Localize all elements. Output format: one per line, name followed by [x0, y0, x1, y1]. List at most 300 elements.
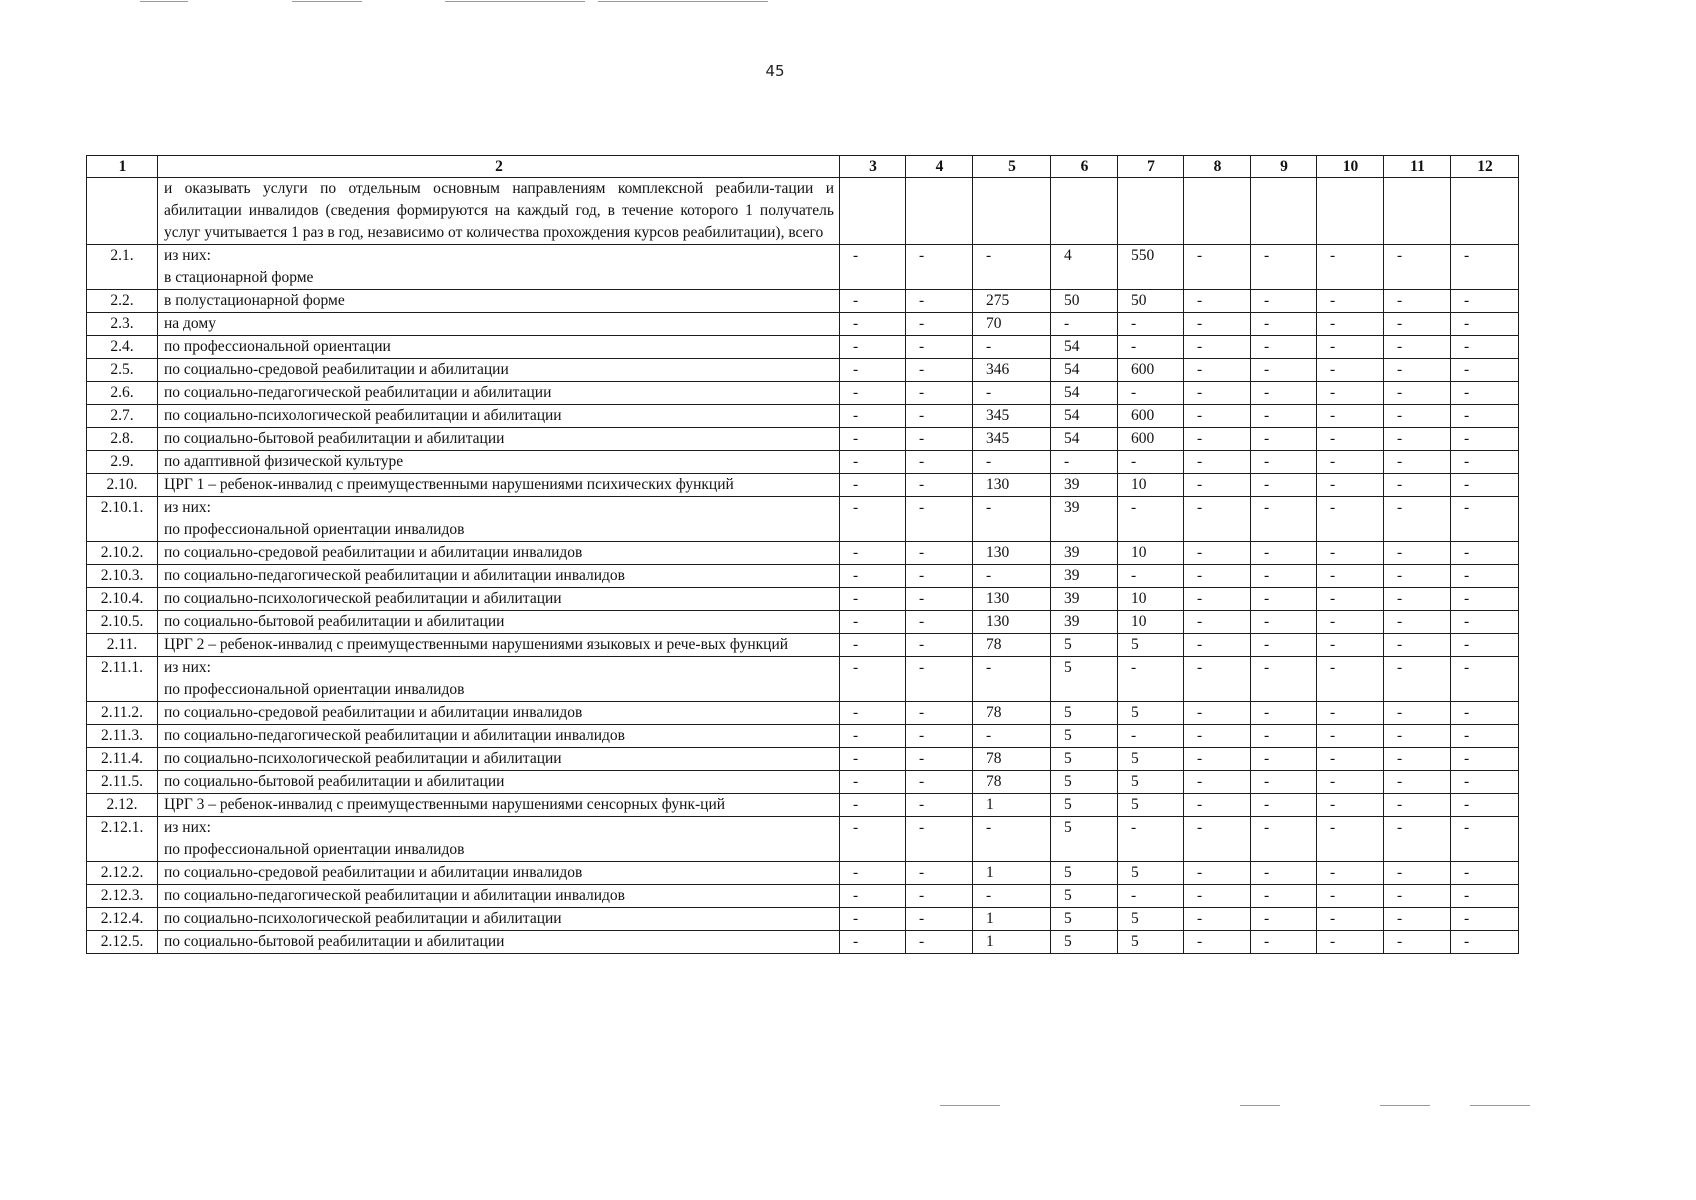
value-cell: -	[1251, 885, 1317, 908]
value-cell: -	[840, 565, 906, 588]
value-cell: 1	[973, 931, 1051, 954]
value-cell: -	[840, 474, 906, 497]
value-cell: -	[1317, 748, 1384, 771]
value-cell: -	[1184, 245, 1251, 290]
value-cell: -	[1451, 245, 1519, 290]
row-description: по социально-психологической реабилитации и абилитации	[158, 908, 840, 931]
value-cell: -	[1451, 794, 1519, 817]
value-cell: -	[906, 771, 973, 794]
row-description: из них: в стационарной форме	[158, 245, 840, 290]
value-cell: -	[1384, 725, 1451, 748]
row-number: 2.10.3.	[87, 565, 158, 588]
column-header: 1	[87, 156, 158, 178]
value-cell: 5	[1051, 908, 1118, 931]
row-number: 2.10.2.	[87, 542, 158, 565]
row-number: 2.9.	[87, 451, 158, 474]
row-description: по социально-педагогической реабилитации и абилитации инвалидов	[158, 725, 840, 748]
value-cell: 130	[973, 588, 1051, 611]
value-cell: -	[1118, 336, 1184, 359]
value-cell: -	[1251, 908, 1317, 931]
value-cell: -	[1184, 542, 1251, 565]
table-row	[87, 725, 1519, 748]
value-cell: -	[1317, 908, 1384, 931]
row-number: 2.11.5.	[87, 771, 158, 794]
row-number: 2.10.	[87, 474, 158, 497]
value-cell: 345	[973, 428, 1051, 451]
value-cell: 5	[1118, 702, 1184, 725]
value-cell: -	[840, 359, 906, 382]
value-cell: -	[1384, 245, 1451, 290]
value-cell: -	[1118, 451, 1184, 474]
value-cell: -	[1184, 862, 1251, 885]
value-cell: -	[840, 771, 906, 794]
value-cell: -	[1384, 313, 1451, 336]
value-cell: -	[1184, 748, 1251, 771]
value-cell: -	[1451, 725, 1519, 748]
value-cell: 5	[1118, 862, 1184, 885]
value-cell	[840, 178, 906, 245]
scan-artifact-bottom	[940, 1105, 1000, 1106]
row-description: по социально-педагогической реабилитации и абилитации инвалидов	[158, 885, 840, 908]
value-cell: -	[1251, 428, 1317, 451]
value-cell: -	[906, 405, 973, 428]
column-header: 4	[906, 156, 973, 178]
row-number: 2.10.4.	[87, 588, 158, 611]
value-cell: -	[906, 908, 973, 931]
value-cell: -	[840, 862, 906, 885]
value-cell: 39	[1051, 497, 1118, 542]
value-cell: -	[1384, 931, 1451, 954]
value-cell: -	[840, 725, 906, 748]
value-cell: -	[906, 588, 973, 611]
value-cell: -	[1451, 908, 1519, 931]
value-cell: -	[906, 474, 973, 497]
value-cell	[1451, 178, 1519, 245]
value-cell: -	[1451, 359, 1519, 382]
value-cell: -	[1184, 405, 1251, 428]
value-cell: -	[1317, 382, 1384, 405]
table-row	[87, 405, 1519, 428]
value-cell: -	[1384, 336, 1451, 359]
value-cell: -	[1251, 245, 1317, 290]
value-cell: 78	[973, 771, 1051, 794]
value-cell: -	[906, 885, 973, 908]
scan-artifact-top	[140, 1, 188, 2]
value-cell: -	[1184, 885, 1251, 908]
row-number: 2.2.	[87, 290, 158, 313]
row-description: по социально-средовой реабилитации и абилитации	[158, 359, 840, 382]
value-cell: -	[906, 336, 973, 359]
table-row	[87, 634, 1519, 657]
value-cell: 345	[973, 405, 1051, 428]
value-cell: -	[1317, 245, 1384, 290]
value-cell: -	[973, 497, 1051, 542]
value-cell: -	[1251, 931, 1317, 954]
value-cell: -	[1118, 565, 1184, 588]
value-cell: -	[1317, 817, 1384, 862]
row-number: 2.12.4.	[87, 908, 158, 931]
value-cell: -	[1251, 565, 1317, 588]
value-cell: 54	[1051, 382, 1118, 405]
value-cell: -	[906, 931, 973, 954]
value-cell: -	[1384, 451, 1451, 474]
value-cell: 5	[1118, 908, 1184, 931]
value-cell: 39	[1051, 565, 1118, 588]
value-cell: 39	[1051, 542, 1118, 565]
table-row	[87, 359, 1519, 382]
value-cell: -	[973, 451, 1051, 474]
value-cell: -	[1118, 313, 1184, 336]
value-cell: -	[1251, 588, 1317, 611]
value-cell: -	[840, 428, 906, 451]
table-row	[87, 565, 1519, 588]
value-cell: -	[1251, 862, 1317, 885]
value-cell: -	[906, 428, 973, 451]
value-cell: -	[840, 817, 906, 862]
value-cell: -	[1118, 497, 1184, 542]
value-cell: 5	[1118, 931, 1184, 954]
header-row	[87, 156, 1519, 178]
value-cell: -	[1384, 588, 1451, 611]
value-cell	[1118, 178, 1184, 245]
value-cell: -	[1451, 313, 1519, 336]
value-cell: -	[1184, 634, 1251, 657]
value-cell: 70	[973, 313, 1051, 336]
value-cell: -	[1251, 542, 1317, 565]
value-cell: -	[1451, 382, 1519, 405]
table-row	[87, 885, 1519, 908]
row-description: по социально-психологической реабилитации и абилитации	[158, 748, 840, 771]
value-cell: 5	[1051, 702, 1118, 725]
value-cell: -	[1451, 497, 1519, 542]
value-cell: 5	[1051, 817, 1118, 862]
value-cell	[1251, 178, 1317, 245]
value-cell: -	[1317, 565, 1384, 588]
column-header: 8	[1184, 156, 1251, 178]
value-cell: 600	[1118, 428, 1184, 451]
value-cell: -	[1251, 817, 1317, 862]
row-description: из них: по профессиональной ориентации инвалидов	[158, 497, 840, 542]
value-cell: -	[1184, 359, 1251, 382]
value-cell: -	[1184, 336, 1251, 359]
value-cell: 5	[1118, 748, 1184, 771]
value-cell: -	[906, 748, 973, 771]
value-cell: 5	[1051, 634, 1118, 657]
value-cell: -	[973, 382, 1051, 405]
value-cell: 54	[1051, 359, 1118, 382]
row-number: 2.5.	[87, 359, 158, 382]
value-cell: -	[1184, 290, 1251, 313]
row-number: 2.10.5.	[87, 611, 158, 634]
value-cell: -	[906, 794, 973, 817]
table-row	[87, 290, 1519, 313]
value-cell: -	[1384, 817, 1451, 862]
value-cell: 54	[1051, 428, 1118, 451]
value-cell: 78	[973, 634, 1051, 657]
value-cell: 5	[1051, 748, 1118, 771]
scan-artifact-bottom	[1380, 1105, 1430, 1106]
value-cell: -	[973, 885, 1051, 908]
value-cell: -	[840, 588, 906, 611]
value-cell: -	[906, 725, 973, 748]
value-cell: -	[973, 336, 1051, 359]
value-cell: -	[840, 657, 906, 702]
value-cell: 346	[973, 359, 1051, 382]
value-cell: -	[1451, 885, 1519, 908]
column-header: 2	[158, 156, 840, 178]
value-cell: -	[1451, 451, 1519, 474]
value-cell: 5	[1118, 771, 1184, 794]
value-cell: 5	[1051, 725, 1118, 748]
scan-artifact-bottom	[1240, 1105, 1280, 1106]
value-cell: 600	[1118, 405, 1184, 428]
value-cell: 130	[973, 542, 1051, 565]
row-number: 2.11.4.	[87, 748, 158, 771]
value-cell: -	[906, 451, 973, 474]
table-row	[87, 245, 1519, 290]
value-cell: -	[1251, 702, 1317, 725]
value-cell: 10	[1118, 611, 1184, 634]
value-cell: -	[1184, 565, 1251, 588]
value-cell: -	[906, 565, 973, 588]
value-cell: -	[1251, 451, 1317, 474]
value-cell: -	[1317, 725, 1384, 748]
value-cell: -	[840, 908, 906, 931]
value-cell: -	[1317, 336, 1384, 359]
table-body	[87, 178, 1519, 954]
value-cell: -	[1251, 794, 1317, 817]
value-cell: 5	[1118, 794, 1184, 817]
value-cell: -	[1184, 588, 1251, 611]
table-row	[87, 817, 1519, 862]
row-description: в полустационарной форме	[158, 290, 840, 313]
scan-artifact-bottom	[1470, 1105, 1530, 1106]
value-cell: -	[1317, 428, 1384, 451]
value-cell: -	[1384, 908, 1451, 931]
row-number: 2.12.1.	[87, 817, 158, 862]
value-cell: -	[1184, 474, 1251, 497]
page-number: 45	[765, 62, 785, 80]
row-description: и оказывать услуги по отдельным основным направлениям комплексной реабили-тации и абилитации инвалидов (сведения формируются на каждый год, в течение которого 1 получатель услуг учитывается 1 раз в год, независимо от количества прохождения курсов реабилитации), всего	[158, 178, 840, 245]
value-cell: -	[1317, 634, 1384, 657]
value-cell: -	[1451, 588, 1519, 611]
value-cell: -	[906, 862, 973, 885]
row-number: 2.3.	[87, 313, 158, 336]
data-table	[86, 155, 1519, 954]
row-number: 2.12.3.	[87, 885, 158, 908]
value-cell	[1184, 178, 1251, 245]
value-cell: -	[1317, 474, 1384, 497]
value-cell: -	[906, 497, 973, 542]
row-number: 2.10.1.	[87, 497, 158, 542]
value-cell: 130	[973, 474, 1051, 497]
value-cell: -	[1317, 862, 1384, 885]
row-description: по социально-психологической реабилитации и абилитации	[158, 588, 840, 611]
value-cell: -	[1251, 359, 1317, 382]
value-cell: -	[1118, 657, 1184, 702]
row-number	[87, 178, 158, 245]
value-cell: -	[1451, 817, 1519, 862]
value-cell: -	[1251, 336, 1317, 359]
value-cell: -	[1451, 405, 1519, 428]
value-cell: -	[1384, 542, 1451, 565]
value-cell: -	[840, 794, 906, 817]
row-number: 2.11.2.	[87, 702, 158, 725]
value-cell: -	[1384, 862, 1451, 885]
value-cell: -	[1184, 725, 1251, 748]
value-cell: -	[1384, 565, 1451, 588]
value-cell: -	[1317, 497, 1384, 542]
value-cell: 600	[1118, 359, 1184, 382]
value-cell: -	[1251, 657, 1317, 702]
value-cell: -	[906, 634, 973, 657]
table-row	[87, 862, 1519, 885]
value-cell: -	[1184, 908, 1251, 931]
row-description: по социально-средовой реабилитации и абилитации инвалидов	[158, 542, 840, 565]
value-cell: -	[840, 313, 906, 336]
value-cell: -	[1384, 885, 1451, 908]
row-description: по социально-бытовой реабилитации и абилитации	[158, 428, 840, 451]
value-cell: -	[906, 290, 973, 313]
value-cell: -	[973, 565, 1051, 588]
value-cell: -	[1184, 702, 1251, 725]
value-cell: -	[1317, 702, 1384, 725]
value-cell: -	[1251, 313, 1317, 336]
value-cell: -	[1317, 313, 1384, 336]
value-cell: -	[840, 702, 906, 725]
value-cell: -	[1451, 748, 1519, 771]
value-cell: -	[1384, 748, 1451, 771]
value-cell: -	[1251, 748, 1317, 771]
value-cell: -	[1184, 657, 1251, 702]
value-cell: -	[840, 336, 906, 359]
scan-artifact-top	[598, 1, 768, 2]
value-cell: -	[1118, 382, 1184, 405]
value-cell: -	[973, 245, 1051, 290]
value-cell: -	[1317, 931, 1384, 954]
column-header: 11	[1384, 156, 1451, 178]
value-cell: -	[1451, 542, 1519, 565]
value-cell: -	[1184, 611, 1251, 634]
value-cell: -	[1184, 771, 1251, 794]
table-row	[87, 497, 1519, 542]
value-cell: -	[1317, 885, 1384, 908]
value-cell: -	[1384, 771, 1451, 794]
row-description: по социально-педагогической реабилитации и абилитации	[158, 382, 840, 405]
value-cell: -	[1317, 771, 1384, 794]
row-number: 2.4.	[87, 336, 158, 359]
column-header: 7	[1118, 156, 1184, 178]
table-row	[87, 931, 1519, 954]
table-row	[87, 657, 1519, 702]
value-cell: -	[1384, 474, 1451, 497]
value-cell: 10	[1118, 474, 1184, 497]
column-header: 10	[1317, 156, 1384, 178]
value-cell: -	[1451, 931, 1519, 954]
value-cell: -	[1118, 817, 1184, 862]
table-row	[87, 611, 1519, 634]
value-cell: -	[1451, 634, 1519, 657]
column-header: 9	[1251, 156, 1317, 178]
value-cell: 5	[1118, 634, 1184, 657]
value-cell: -	[1384, 382, 1451, 405]
value-cell: 550	[1118, 245, 1184, 290]
value-cell: -	[1317, 657, 1384, 702]
value-cell: -	[1184, 497, 1251, 542]
value-cell: -	[1184, 382, 1251, 405]
value-cell: 54	[1051, 405, 1118, 428]
value-cell: 4	[1051, 245, 1118, 290]
value-cell: -	[1384, 794, 1451, 817]
value-cell: -	[840, 748, 906, 771]
column-header: 6	[1051, 156, 1118, 178]
value-cell: -	[1451, 565, 1519, 588]
row-number: 2.7.	[87, 405, 158, 428]
value-cell: -	[1251, 725, 1317, 748]
row-description: по социально-бытовой реабилитации и абилитации	[158, 931, 840, 954]
value-cell: -	[1384, 702, 1451, 725]
value-cell: -	[1251, 771, 1317, 794]
row-number: 2.11.1.	[87, 657, 158, 702]
value-cell: -	[973, 657, 1051, 702]
value-cell: -	[1251, 634, 1317, 657]
table-row	[87, 428, 1519, 451]
value-cell: -	[1317, 794, 1384, 817]
value-cell: -	[906, 657, 973, 702]
value-cell: 78	[973, 748, 1051, 771]
value-cell: -	[1251, 474, 1317, 497]
row-number: 2.11.	[87, 634, 158, 657]
value-cell: -	[840, 497, 906, 542]
table-row	[87, 336, 1519, 359]
value-cell: -	[840, 611, 906, 634]
value-cell: -	[840, 931, 906, 954]
value-cell: -	[1251, 290, 1317, 313]
row-description: по профессиональной ориентации	[158, 336, 840, 359]
value-cell: 5	[1051, 771, 1118, 794]
value-cell: -	[1251, 497, 1317, 542]
value-cell: -	[906, 817, 973, 862]
row-number: 2.12.5.	[87, 931, 158, 954]
value-cell: -	[1317, 611, 1384, 634]
value-cell: 5	[1051, 657, 1118, 702]
value-cell: -	[1451, 611, 1519, 634]
value-cell: -	[1317, 290, 1384, 313]
table-row	[87, 588, 1519, 611]
row-description: по социально-бытовой реабилитации и абилитации	[158, 771, 840, 794]
table-row	[87, 178, 1519, 245]
row-description: по адаптивной физической культуре	[158, 451, 840, 474]
value-cell: 5	[1051, 794, 1118, 817]
value-cell: -	[1451, 336, 1519, 359]
value-cell: -	[1251, 382, 1317, 405]
value-cell: -	[840, 885, 906, 908]
table-row	[87, 748, 1519, 771]
value-cell: -	[1384, 611, 1451, 634]
value-cell: -	[840, 245, 906, 290]
value-cell: -	[840, 382, 906, 405]
value-cell: -	[973, 725, 1051, 748]
value-cell: -	[1051, 313, 1118, 336]
value-cell: 39	[1051, 588, 1118, 611]
row-description: по социально-психологической реабилитации и абилитации	[158, 405, 840, 428]
value-cell: 10	[1118, 588, 1184, 611]
value-cell: -	[1384, 497, 1451, 542]
value-cell: -	[1317, 542, 1384, 565]
value-cell: 5	[1051, 862, 1118, 885]
value-cell: -	[1384, 428, 1451, 451]
value-cell: -	[1317, 359, 1384, 382]
